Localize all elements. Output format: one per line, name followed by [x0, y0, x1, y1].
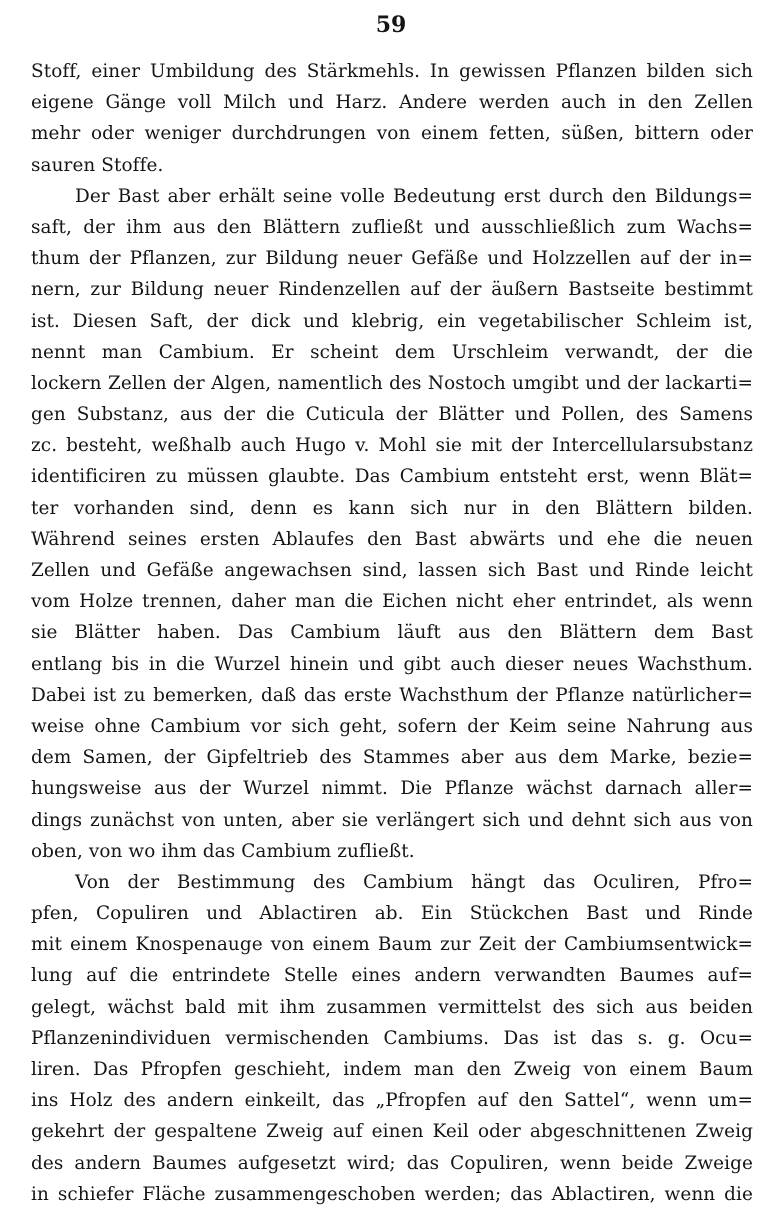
text-line: lockern Zellen der Algen, namentlich des Nostoch umgibt und der lackarti= [31, 372, 753, 394]
text-line: ist. Diesen Saft, der dick und klebrig, ein vegetabilischer Schleim ist, [31, 310, 753, 332]
text-line: weise ohne Cambium vor sich geht, sofern der Keim seine Nahrung aus [31, 715, 753, 737]
text-line: hungsweise aus der Wurzel nimmt. Die Pflanze wächst darnach aller= [31, 778, 753, 800]
text-line: pfen, Copuliren und Ablactiren ab. Ein Stückchen Bast und Rinde [31, 903, 753, 925]
text-line: zc. besteht, weßhalb auch Hugo v. Mohl sie mit der Intercellularsubstanz [31, 435, 753, 457]
text-line: liren. Das Pfropfen geschieht, indem man den Zweig von einem Baum [31, 1059, 753, 1080]
body-text [31, 56, 753, 1210]
text-line: identificiren zu müssen glaubte. Das Cambium entsteht erst, wenn Blät= [31, 466, 753, 488]
text-line: ter vorhanden sind, denn es kann sich nur in den Blättern bilden. [31, 497, 753, 519]
text-line: nern, zur Bildung neuer Rindenzellen auf der äußern Bastseite bestimmt [31, 279, 753, 301]
text-line: Von der Bestimmung des Cambium hängt das Oculiren, Pfro= [75, 871, 753, 893]
text-line: mehr oder weniger durchdrungen von einem fetten, süßen, bittern oder [31, 123, 753, 145]
text-line: dings zunächst von unten, aber sie verlängert sich und dehnt sich aus von [31, 809, 753, 831]
text-line: vom Holze trennen, daher man die Eichen nicht eher entrindet, als wenn [31, 591, 753, 613]
text-line: gelegt, wächst bald mit ihm zusammen vermittelst des sich aus beiden [31, 996, 753, 1018]
text-line: in schiefer Fläche zusammengeschoben werden; das Ablactiren, wenn die [31, 1183, 753, 1205]
text-line: eigene Gänge voll Milch und Harz. Andere werden auch in den Zellen [31, 92, 753, 114]
text-line: entlang bis in die Wurzel hinein und gibt auch dieser neues Wachsthum. [31, 653, 753, 675]
text-line: Während seines ersten Ablaufes den Bast abwärts und ehe die neuen [31, 528, 753, 550]
text-line: Der Bast aber erhält seine volle Bedeutung erst durch den Bildungs= [75, 185, 753, 207]
page-number: 59 [375, 12, 407, 38]
text-line: mit einem Knospenauge von einem Baum zur Zeit der Cambiumsentwick= [31, 934, 753, 956]
text-line: thum der Pflanzen, zur Bildung neuer Gefäße und Holzzellen auf der in= [31, 248, 753, 270]
text-line: nennt man Cambium. Er scheint dem Urschleim verwandt, der die [31, 341, 753, 363]
text-line: sauren Stoffe. [31, 154, 164, 176]
text-line: des andern Baumes aufgesetzt wird; das Copuliren, wenn beide Zweige [31, 1152, 753, 1174]
text-line: Zellen und Gefäße angewachsen sind, lassen sich Bast und Rinde leicht [31, 560, 753, 581]
text-line: gen Substanz, aus der die Cuticula der Blätter und Pollen, des Samens [31, 404, 753, 426]
text-line: sie Blätter haben. Das Cambium läuft aus den Blättern dem Bast [31, 622, 753, 644]
text-line: ins Holz des andern einkeilt, das „Pfropfen auf den Sattel“, wenn um= [31, 1090, 753, 1112]
text-line: saft, der ihm aus den Blättern zufließt und ausschließlich zum Wachs= [31, 216, 753, 238]
text-line: Pflanzenindividuen vermischenden Cambiums. Das ist das s. g. Ocu= [31, 1027, 753, 1049]
text-line: gekehrt der gespaltene Zweig auf einen Keil oder abgeschnittenen Zweig [31, 1121, 753, 1143]
text-line: Dabei ist zu bemerken, daß das erste Wachsthum der Pflanze natürlicher= [31, 684, 753, 706]
text-line: Stoff, einer Umbildung des Stärkmehls. In gewissen Pflanzen bilden sich [31, 61, 753, 82]
text-line: dem Samen, der Gipfeltrieb des Stammes aber aus dem Marke, bezie= [31, 747, 753, 769]
text-line: lung auf die entrindete Stelle eines andern verwandten Baumes auf= [31, 965, 753, 987]
text-line: oben, von wo ihm das Cambium zufließt. [31, 840, 415, 862]
